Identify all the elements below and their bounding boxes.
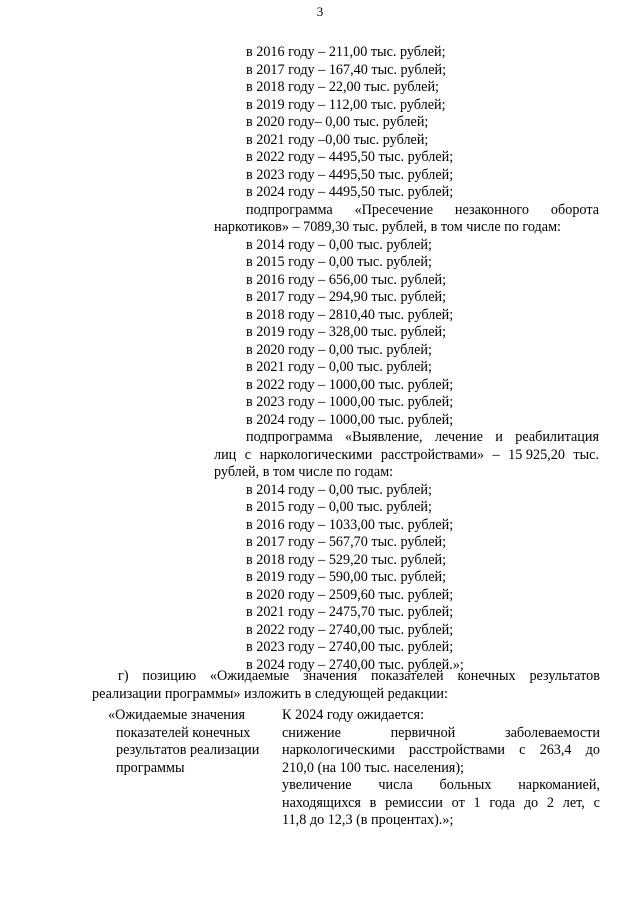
funding-year-line: в 2016 году – 1033,00 тыс. рублей; <box>246 516 454 533</box>
funding-year-line: в 2022 году – 2740,00 тыс. рублей; <box>246 621 454 638</box>
funding-year-line: в 2021 году –0,00 тыс. рублей; <box>246 131 429 148</box>
word: позицию <box>142 668 197 684</box>
paragraph-g-line-2: реализации программы» изложить в следующей редакции: <box>92 685 448 702</box>
position-value-line <box>282 742 600 760</box>
position-label <box>108 707 273 777</box>
funding-year-line: в 2015 году – 0,00 тыс. рублей; <box>246 499 432 515</box>
word: показателей <box>370 668 444 684</box>
word: наркологическими <box>259 446 373 463</box>
position-label-line: программы <box>116 759 185 776</box>
position-value-line <box>282 725 600 743</box>
word: г) <box>118 668 129 684</box>
funding-year-line: в 2021 году – 2475,70 тыс. рублей; <box>246 604 454 620</box>
paragraph-g-line-1 <box>118 668 600 686</box>
word: 1 <box>473 794 481 811</box>
word: находящихся <box>282 794 361 811</box>
funding-year-line: в 2019 году – 328,00 тыс. рублей; <box>246 324 447 340</box>
position-label-line: показателей конечных <box>116 724 251 741</box>
word: лет, <box>562 794 585 811</box>
position-label-line: «Ожидаемые значения <box>108 707 245 723</box>
word: лиц <box>214 446 237 463</box>
word: «Пресечение <box>354 201 433 218</box>
word: ремиссии <box>385 794 443 811</box>
word: первичной <box>390 724 456 741</box>
funding-year-line: в 2021 году – 0,00 тыс. рублей; <box>246 359 432 375</box>
word: конечных <box>457 668 516 684</box>
position-value-line: 11,8 до 12,3 (в процентах).»; <box>282 812 454 828</box>
funding-year-line: в 2014 году – 0,00 тыс. рублей; <box>246 236 432 253</box>
funding-year-line: в 2020 году – 2509,60 тыс. рублей; <box>246 586 454 603</box>
word: «Выявление, <box>345 429 423 445</box>
word: 2 <box>546 794 554 811</box>
word: незаконного <box>454 201 529 218</box>
position-label-line: результатов реализации <box>116 742 260 758</box>
word: заболеваемости <box>504 724 600 741</box>
funding-year-line: в 2023 году – 4495,50 тыс. рублей; <box>246 166 454 183</box>
word: с <box>244 446 252 463</box>
word: от <box>451 794 465 811</box>
position-value-line <box>282 795 600 813</box>
funding-year-line: в 2017 году – 294,90 тыс. рублей; <box>246 289 447 305</box>
funding-year-line: в 2022 году – 4495,50 тыс. рублей; <box>246 149 454 165</box>
word: подпрограмма <box>246 201 333 218</box>
word: до <box>523 794 539 811</box>
word: результатов <box>529 668 600 684</box>
paragraph-g <box>92 668 600 703</box>
word: числа <box>378 777 413 793</box>
funding-year-line: в 2024 году – 2740,00 тыс. рублей.»; <box>246 656 464 673</box>
word: в <box>369 794 377 811</box>
funding-year-line: в 2016 году – 211,00 тыс. рублей; <box>246 44 446 60</box>
word: и <box>495 429 503 445</box>
word: тыс. <box>573 446 599 463</box>
word: расстройствами <box>408 742 505 758</box>
funding-year-line: в 2018 году – 529,20 тыс. рублей; <box>246 551 447 568</box>
word: наркоманией, <box>518 777 600 793</box>
word: 15 925,20 <box>508 446 565 463</box>
funding-year-line: в 2020 году – 0,00 тыс. рублей; <box>246 341 432 358</box>
page-number: 3 <box>316 4 324 19</box>
funding-year-line: в 2014 году – 0,00 тыс. рублей; <box>246 481 432 498</box>
position-value-line <box>282 777 600 795</box>
funding-years-list-a <box>214 44 599 674</box>
funding-year-line: в 2023 году – 2740,00 тыс. рублей; <box>246 639 454 655</box>
word: с <box>593 794 600 811</box>
position-value-intro: К 2024 году ожидается: <box>282 707 425 723</box>
word: подпрограмма <box>246 429 333 445</box>
word: увеличение <box>282 777 352 793</box>
funding-year-line: в 2018 году – 2810,40 тыс. рублей; <box>246 306 454 323</box>
subprogram-2-heading <box>214 429 599 447</box>
funding-year-line: в 2019 году – 590,00 тыс. рублей; <box>246 569 447 585</box>
position-value <box>282 707 600 830</box>
word: наркологическими <box>282 742 395 758</box>
position-value-line: 210,0 (на 100 тыс. населения); <box>282 759 464 776</box>
word: – <box>492 446 500 463</box>
word: 263,4 <box>539 742 572 758</box>
funding-year-line: в 2024 году – 4495,50 тыс. рублей; <box>246 184 454 200</box>
funding-year-line: в 2017 году – 567,70 тыс. рублей; <box>246 534 447 550</box>
word: снижение <box>282 724 341 741</box>
word: с <box>519 742 526 758</box>
funding-year-line: в 2020 году– 0,00 тыс. рублей; <box>246 114 429 130</box>
funding-year-line: в 2019 году – 112,00 тыс. рублей; <box>246 96 446 113</box>
subprogram-1-total: наркотиков» – 7089,30 тыс. рублей, в том числе по годам: <box>214 219 561 235</box>
funding-year-line: в 2018 году – 22,00 тыс. рублей; <box>246 79 439 95</box>
subprogram-2-total <box>214 447 599 465</box>
funding-year-line: в 2022 году – 1000,00 тыс. рублей; <box>246 376 454 393</box>
funding-year-line: в 2023 году – 1000,00 тыс. рублей; <box>246 394 454 410</box>
word: оборота <box>550 201 599 218</box>
subprogram-1-heading <box>214 202 599 220</box>
funding-year-line: в 2015 году – 0,00 тыс. рублей; <box>246 254 432 270</box>
word: значения <box>303 668 358 684</box>
funding-year-line: в 2024 году – 1000,00 тыс. рублей; <box>246 411 454 428</box>
word: больных <box>439 777 492 793</box>
funding-year-line: в 2017 году – 167,40 тыс. рублей; <box>246 61 447 78</box>
word: до <box>585 742 600 758</box>
word: года <box>489 794 516 811</box>
word: «Ожидаемые <box>209 668 290 684</box>
subprogram-2-total-cont: рублей, в том числе по годам: <box>214 464 394 480</box>
word: реабилитация <box>515 429 599 445</box>
word: лечение <box>434 429 483 445</box>
word: расстройствами» <box>380 446 485 463</box>
funding-year-line: в 2016 году – 656,00 тыс. рублей; <box>246 271 447 288</box>
